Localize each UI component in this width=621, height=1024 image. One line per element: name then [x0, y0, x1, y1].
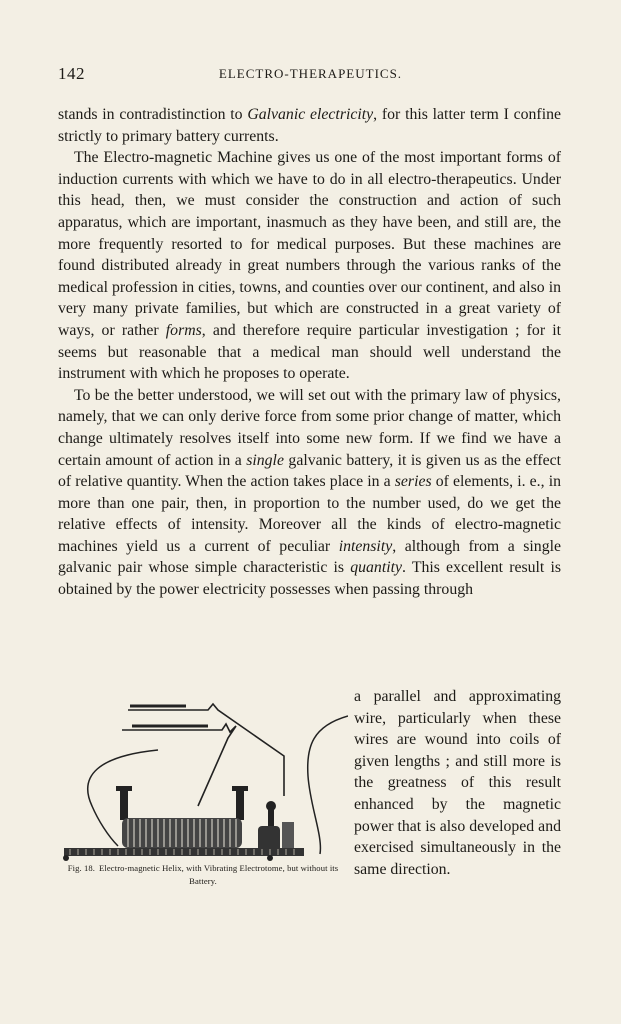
- figure-label: Fig. 18.: [67, 863, 96, 873]
- running-head: ELECTRO-THERAPEUTICS.: [218, 66, 403, 81]
- paragraph-3: To be the better understood, we will set out with the primary law of physics, namely, that we can only derive force from some prior change of matter, which change ultimately resolves itself into some new form. If we find we have a certain amount of action in a single galvanic battery, it is given us as the effect of relative quantity. When the action takes place in a series of elements, i. e., in more than one pair, then, in proportion to the number used, do we get the relative effects of intensity. Moreover all the kinds of electro-magnetic machines yield us a current of peculiar intensity, although from a single galvanic pair whose simple characteristic is quantity. This excellent result is obtained by the power electricity possesses when passing through: [58, 386, 562, 599]
- page-header: [58, 64, 563, 86]
- page-number: 142: [58, 64, 85, 83]
- main-text: [58, 104, 561, 601]
- figure-caption: [58, 862, 348, 888]
- figure-caption-text: Electro-magnetic Helix, with Vibrating Electrotome, but without its Battery.: [99, 863, 339, 886]
- paragraph-4: a parallel and approximating wire, particularly when these wires are wound into coils of given lengths ; and still more is the greatness of this result enhanced by the magnetic power that is also developed and exercised simultaneously in the same direction.: [354, 688, 561, 878]
- helix-illustration: [58, 686, 348, 861]
- side-text: [354, 686, 561, 880]
- paragraph-2: The Electro-magnetic Machine gives us one of the most important forms of induction currents with which we have to do in all electro-therapeutics. Under this head, then, we must consider the construction and action of such apparatus, which are important, inasmuch as they have been, and still are, the more frequently resorted to for medical purposes. But these machines are found distributed already in great numbers through the various ranks of the medical profession in cities, towns, and counties over our continent, and also in very many private families, but which are constructed in a great variety of ways, or rather forms, and therefore require particular investigation ; for it seems but reasonable that a medical man should well understand the instrument with which he proposes to operate.: [58, 149, 561, 383]
- paragraph-1: stands in contradistinction to Galvanic electricity, for this latter term I confine strictly to primary battery currents.: [58, 106, 561, 145]
